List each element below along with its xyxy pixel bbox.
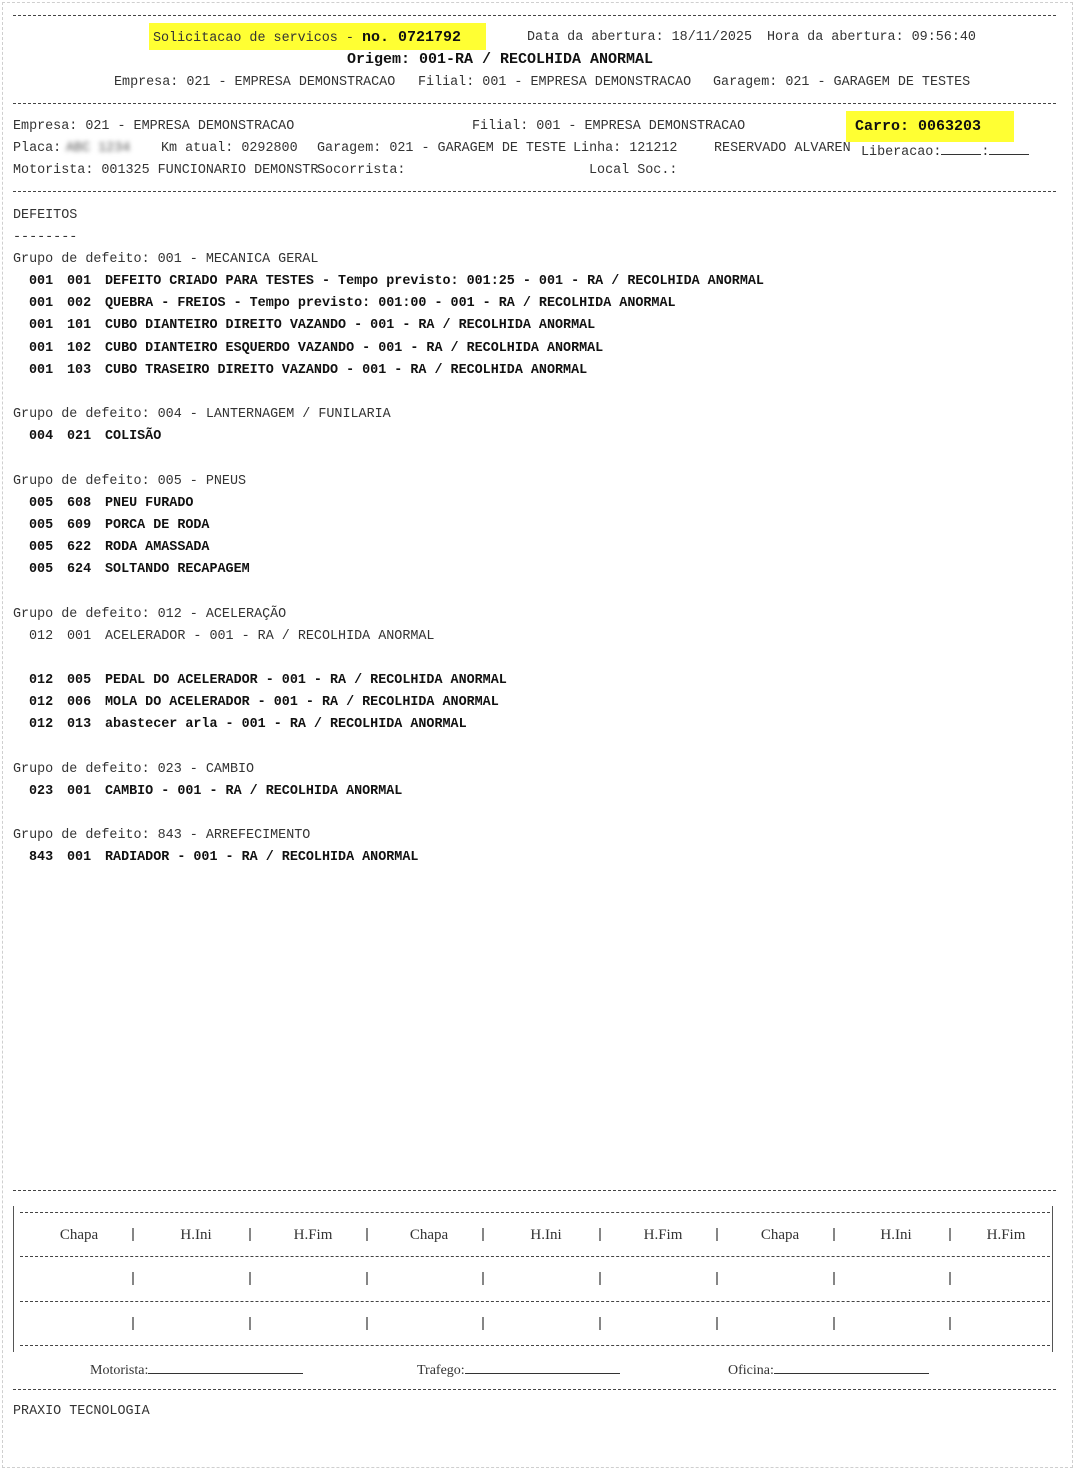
defect-item: 012 006 MOLA DO ACELERADOR - 001 - RA / RECOLHIDA ANORMAL	[29, 695, 499, 710]
defect-item: 001 001 DEFEITO CRIADO PARA TESTES - Tempo previsto: 001:25 - 001 - RA / RECOLHIDA ANORMAL	[29, 274, 764, 289]
table-header-cell: H.Fim	[293, 1227, 333, 1243]
table-header-cell: H.Ini	[880, 1227, 912, 1243]
table-rule	[20, 1212, 1050, 1213]
info-company: Empresa: 021 - EMPRESA DEMONSTRACAO	[13, 119, 295, 134]
origin-title: Origem: 001-RA / RECOLHIDA ANORMAL	[347, 51, 654, 68]
opening-date: Data da abertura: 18/11/2025	[527, 30, 752, 45]
defects-underline: --------	[13, 230, 78, 245]
signature-workshop-line	[774, 1360, 929, 1374]
reserved-label: RESERVADO ALVAREN	[714, 141, 851, 156]
table-header-cell: H.Ini	[180, 1227, 212, 1243]
release-minute-blank	[989, 141, 1029, 155]
defect-item: 005 608 PNEU FURADO	[29, 496, 194, 511]
signature-driver: Motorista:	[90, 1360, 303, 1379]
table-header-cell: Chapa	[59, 1227, 99, 1243]
defect-item: 001 102 CUBO DIANTEIRO ESQUERDO VAZANDO - 001 - RA / RECOLHIDA ANORMAL	[29, 341, 604, 356]
table-rule	[20, 1301, 1050, 1302]
separator	[13, 103, 1056, 104]
defect-item: 001 101 CUBO DIANTEIRO DIREITO VAZANDO - 001 - RA / RECOLHIDA ANORMAL	[29, 318, 596, 333]
separator	[13, 191, 1056, 192]
info-garage: Garagem: 021 - GARAGEM DE TESTE	[317, 141, 567, 156]
defect-group-label: Grupo de defeito: 005 - PNEUS	[13, 474, 247, 489]
header-branch: Filial: 001 - EMPRESA DEMONSTRACAO	[418, 75, 692, 90]
plate-value: ABC 1234	[66, 141, 131, 156]
defect-group-label: Grupo de defeito: 001 - MECANICA GERAL	[13, 252, 319, 267]
defect-item: 012 013 abastecer arla - 001 - RA / RECOLHIDA ANORMAL	[29, 717, 467, 732]
request-title: Solicitacao de servicos - no. 0721792	[153, 29, 461, 46]
defect-item: 004 021 COLISÃO	[29, 429, 162, 444]
signature-traffic: Trafego:	[417, 1360, 620, 1379]
defect-group-label: Grupo de defeito: 843 - ARREFECIMENTO	[13, 828, 311, 843]
signature-traffic-line	[465, 1360, 620, 1374]
defect-item: 012 005 PEDAL DO ACELERADOR - 001 - RA / RECOLHIDA ANORMAL	[29, 673, 507, 688]
signature-driver-line	[148, 1360, 303, 1374]
separator	[13, 1190, 1056, 1191]
defect-item: 005 609 PORCA DE RODA	[29, 518, 210, 533]
defect-item: 012 001 ACELERADOR - 001 - RA / RECOLHIDA ANORMAL	[29, 629, 435, 644]
defect-item: 023 001 CAMBIO - 001 - RA / RECOLHIDA ANORMAL	[29, 784, 403, 799]
driver: Motorista: 001325 FUNCIONARIO DEMONSTR	[13, 163, 319, 178]
header-company: Empresa: 021 - EMPRESA DEMONSTRACAO	[114, 75, 396, 90]
defect-group-label: Grupo de defeito: 012 - ACELERAÇÃO	[13, 607, 287, 622]
footer-company: PRAXIO TECNOLOGIA	[13, 1404, 150, 1419]
defect-item: 005 622 RODA AMASSADA	[29, 540, 210, 555]
plate-label: Placa:	[13, 141, 62, 156]
table-header-cell: Chapa	[409, 1227, 449, 1243]
car-number: Carro: 0063203	[855, 118, 982, 135]
document-sheet	[2, 2, 1073, 1468]
signature-workshop: Oficina:	[728, 1360, 929, 1379]
defect-group-label: Grupo de defeito: 023 - CAMBIO	[13, 762, 255, 777]
defect-item: 005 624 SOLTANDO RECAPAGEM	[29, 562, 250, 577]
info-branch: Filial: 001 - EMPRESA DEMONSTRACAO	[472, 119, 746, 134]
separator	[13, 15, 1056, 16]
table-header-cell: H.Fim	[986, 1227, 1026, 1243]
table-rule	[20, 1256, 1050, 1257]
defect-item: 001 002 QUEBRA - FREIOS - Tempo previsto: 001:00 - 001 - RA / RECOLHIDA ANORMAL	[29, 296, 676, 311]
defect-item: 843 001 RADIADOR - 001 - RA / RECOLHIDA ANORMAL	[29, 850, 419, 865]
rescuer: Socorrista:	[317, 163, 406, 178]
request-number: no. 0721792	[361, 29, 461, 46]
opening-time: Hora da abertura: 09:56:40	[767, 30, 976, 45]
defect-item: 001 103 CUBO TRASEIRO DIREITO VAZANDO - 001 - RA / RECOLHIDA ANORMAL	[29, 363, 588, 378]
separator	[13, 1389, 1056, 1390]
header-garage: Garagem: 021 - GARAGEM DE TESTES	[713, 75, 971, 90]
table-header-cell: H.Ini	[530, 1227, 562, 1243]
defect-group-label: Grupo de defeito: 004 - LANTERNAGEM / FUNILARIA	[13, 407, 391, 422]
release-hour-blank	[941, 141, 981, 155]
odometer: Km atual: 0292800	[161, 141, 298, 156]
table-left-border	[13, 1206, 14, 1352]
table-header-cell: H.Fim	[643, 1227, 683, 1243]
release-field: Liberacao: :	[861, 141, 1029, 161]
rescue-location: Local Soc.:	[589, 163, 678, 178]
line-number: Linha: 121212	[573, 141, 678, 156]
table-header-cell: Chapa	[760, 1227, 800, 1243]
defects-title: DEFEITOS	[13, 208, 78, 223]
table-rule	[20, 1345, 1050, 1346]
